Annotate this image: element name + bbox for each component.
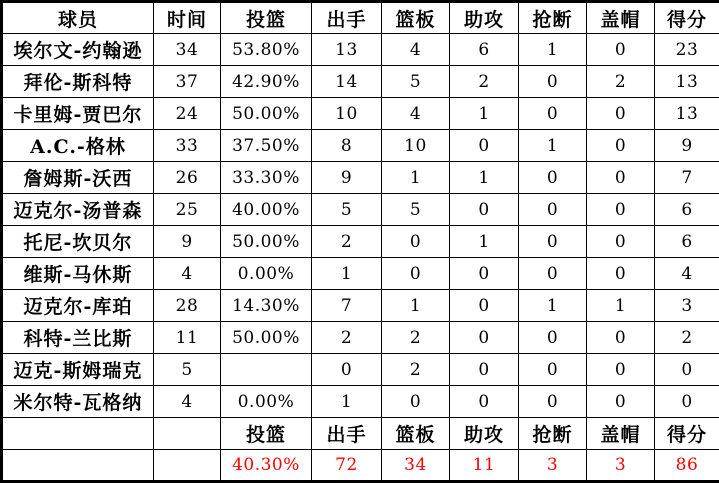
summary-label-points: 得分 — [655, 418, 719, 450]
steals-cell: 0 — [519, 386, 587, 418]
blocks-cell: 0 — [587, 226, 655, 258]
fg-pct-cell: 33.30% — [221, 162, 312, 194]
minutes-cell: 11 — [154, 322, 221, 354]
player-name-cell: 迈克-斯姆瑞克 — [2, 354, 154, 386]
fga-cell: 0 — [312, 354, 382, 386]
fg-pct-cell: 50.00% — [221, 322, 312, 354]
points-cell: 7 — [655, 162, 719, 194]
fga-cell: 8 — [312, 130, 382, 162]
table-row — [2, 162, 719, 194]
minutes-cell: 26 — [154, 162, 221, 194]
header-blocks: 盖帽 — [587, 2, 655, 34]
points-cell: 6 — [655, 226, 719, 258]
total-steals: 3 — [519, 450, 587, 482]
header-rebounds: 篮板 — [382, 2, 450, 34]
table-row — [2, 322, 719, 354]
blocks-cell: 0 — [587, 386, 655, 418]
points-cell: 3 — [655, 290, 719, 322]
player-name-cell: 米尔特-瓦格纳 — [2, 386, 154, 418]
points-cell: 0 — [655, 354, 719, 386]
totals-row — [2, 450, 719, 482]
blocks-cell: 0 — [587, 34, 655, 66]
points-cell: 23 — [655, 34, 719, 66]
player-name-cell: 维斯-马休斯 — [2, 258, 154, 290]
minutes-cell: 5 — [154, 354, 221, 386]
fga-cell: 13 — [312, 34, 382, 66]
steals-cell: 0 — [519, 66, 587, 98]
points-cell: 2 — [655, 322, 719, 354]
points-cell: 13 — [655, 66, 719, 98]
total-fga: 72 — [312, 450, 382, 482]
table-row — [2, 98, 719, 130]
summary-label-row — [2, 418, 719, 450]
blocks-cell: 0 — [587, 162, 655, 194]
assists-cell: 1 — [450, 162, 519, 194]
fga-cell: 1 — [312, 258, 382, 290]
rebounds-cell: 4 — [382, 34, 450, 66]
assists-cell: 0 — [450, 354, 519, 386]
minutes-cell: 24 — [154, 98, 221, 130]
player-name-cell: 埃尔文-约翰逊 — [2, 34, 154, 66]
player-name-cell: 科特-兰比斯 — [2, 322, 154, 354]
steals-cell: 0 — [519, 354, 587, 386]
steals-cell: 0 — [519, 226, 587, 258]
fg-pct-cell: 42.90% — [221, 66, 312, 98]
empty-cell — [2, 450, 154, 482]
blocks-cell: 0 — [587, 258, 655, 290]
table-row — [2, 354, 719, 386]
header-assists: 助攻 — [450, 2, 519, 34]
fg-pct-cell: 40.00% — [221, 194, 312, 226]
player-name-cell: 迈克尔-汤普森 — [2, 194, 154, 226]
summary-label-fga: 出手 — [312, 418, 382, 450]
assists-cell: 1 — [450, 226, 519, 258]
table-row — [2, 130, 719, 162]
player-name-cell: A.C.-格林 — [2, 130, 154, 162]
assists-cell: 0 — [450, 130, 519, 162]
minutes-cell: 34 — [154, 34, 221, 66]
minutes-cell: 4 — [154, 258, 221, 290]
player-name-cell: 拜伦-斯科特 — [2, 66, 154, 98]
steals-cell: 1 — [519, 34, 587, 66]
fg-pct-cell: 37.50% — [221, 130, 312, 162]
total-blocks: 3 — [587, 450, 655, 482]
steals-cell: 0 — [519, 98, 587, 130]
steals-cell: 1 — [519, 290, 587, 322]
minutes-cell: 37 — [154, 66, 221, 98]
table-row — [2, 34, 719, 66]
blocks-cell: 0 — [587, 130, 655, 162]
fga-cell: 1 — [312, 386, 382, 418]
fga-cell: 10 — [312, 98, 382, 130]
fg-pct-cell: 14.30% — [221, 290, 312, 322]
rebounds-cell: 2 — [382, 354, 450, 386]
fg-pct-cell: 53.80% — [221, 34, 312, 66]
points-cell: 0 — [655, 386, 719, 418]
header-minutes: 时间 — [154, 2, 221, 34]
header-row — [2, 2, 719, 34]
table-row — [2, 194, 719, 226]
minutes-cell: 28 — [154, 290, 221, 322]
fga-cell: 2 — [312, 226, 382, 258]
steals-cell: 0 — [519, 162, 587, 194]
rebounds-cell: 2 — [382, 322, 450, 354]
steals-cell: 1 — [519, 130, 587, 162]
blocks-cell: 0 — [587, 194, 655, 226]
rebounds-cell: 4 — [382, 98, 450, 130]
minutes-cell: 4 — [154, 386, 221, 418]
assists-cell: 6 — [450, 34, 519, 66]
player-name-cell: 詹姆斯-沃西 — [2, 162, 154, 194]
summary-label-fg-pct: 投篮 — [221, 418, 312, 450]
total-rebounds: 34 — [382, 450, 450, 482]
table-row — [2, 386, 719, 418]
rebounds-cell: 0 — [382, 386, 450, 418]
table-row — [2, 226, 719, 258]
rebounds-cell: 5 — [382, 194, 450, 226]
table-row — [2, 66, 719, 98]
fga-cell: 7 — [312, 290, 382, 322]
minutes-cell: 33 — [154, 130, 221, 162]
fga-cell: 2 — [312, 322, 382, 354]
rebounds-cell: 0 — [382, 226, 450, 258]
fg-pct-cell: 0.00% — [221, 258, 312, 290]
minutes-cell: 25 — [154, 194, 221, 226]
fg-pct-cell — [221, 354, 312, 386]
empty-cell — [154, 450, 221, 482]
points-cell: 13 — [655, 98, 719, 130]
steals-cell: 0 — [519, 194, 587, 226]
total-fg-pct: 40.30% — [221, 450, 312, 482]
fga-cell: 9 — [312, 162, 382, 194]
header-fg-pct: 投篮 — [221, 2, 312, 34]
header-points: 得分 — [655, 2, 719, 34]
assists-cell: 0 — [450, 290, 519, 322]
summary-label-rebounds: 篮板 — [382, 418, 450, 450]
points-cell: 6 — [655, 194, 719, 226]
points-cell: 4 — [655, 258, 719, 290]
steals-cell: 0 — [519, 258, 587, 290]
blocks-cell: 2 — [587, 66, 655, 98]
rebounds-cell: 0 — [382, 258, 450, 290]
summary-label-blocks: 盖帽 — [587, 418, 655, 450]
blocks-cell: 0 — [587, 98, 655, 130]
empty-cell — [2, 418, 154, 450]
blocks-cell: 0 — [587, 354, 655, 386]
fga-cell: 5 — [312, 194, 382, 226]
table-row — [2, 290, 719, 322]
assists-cell: 0 — [450, 386, 519, 418]
rebounds-cell: 5 — [382, 66, 450, 98]
assists-cell: 0 — [450, 194, 519, 226]
rebounds-cell: 1 — [382, 290, 450, 322]
player-name-cell: 迈克尔-库珀 — [2, 290, 154, 322]
fga-cell: 14 — [312, 66, 382, 98]
minutes-cell: 9 — [154, 226, 221, 258]
fg-pct-cell: 50.00% — [221, 98, 312, 130]
total-points: 86 — [655, 450, 719, 482]
assists-cell: 0 — [450, 322, 519, 354]
blocks-cell: 1 — [587, 290, 655, 322]
assists-cell: 2 — [450, 66, 519, 98]
steals-cell: 0 — [519, 322, 587, 354]
assists-cell: 0 — [450, 258, 519, 290]
points-cell: 9 — [655, 130, 719, 162]
header-fga: 出手 — [312, 2, 382, 34]
fg-pct-cell: 50.00% — [221, 226, 312, 258]
player-name-cell: 托尼-坎贝尔 — [2, 226, 154, 258]
header-player: 球员 — [2, 2, 154, 34]
assists-cell: 1 — [450, 98, 519, 130]
rebounds-cell: 1 — [382, 162, 450, 194]
player-name-cell: 卡里姆-贾巴尔 — [2, 98, 154, 130]
empty-cell — [154, 418, 221, 450]
summary-label-assists: 助攻 — [450, 418, 519, 450]
total-assists: 11 — [450, 450, 519, 482]
summary-label-steals: 抢断 — [519, 418, 587, 450]
table-row — [2, 258, 719, 290]
header-steals: 抢断 — [519, 2, 587, 34]
fg-pct-cell: 0.00% — [221, 386, 312, 418]
blocks-cell: 0 — [587, 322, 655, 354]
rebounds-cell: 10 — [382, 130, 450, 162]
